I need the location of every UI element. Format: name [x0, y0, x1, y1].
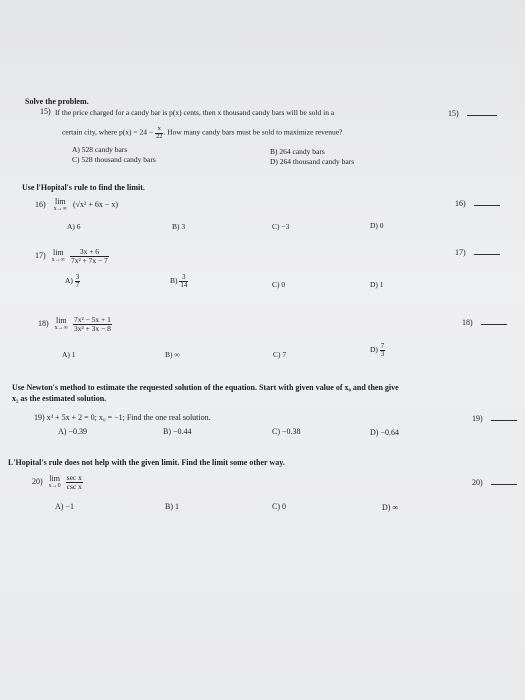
question-15-question: . How many candy bars must be sold to maximize revenue? — [163, 127, 343, 137]
fraction-denominator: 7 — [75, 281, 80, 289]
limit-subscript: x→∞ — [53, 206, 67, 212]
answer-17-blank[interactable] — [474, 254, 500, 255]
choice-15-b[interactable]: B) 264 candy bars — [270, 147, 325, 156]
question-15-text-line2 — [62, 126, 342, 140]
answer-19-blank[interactable] — [491, 420, 517, 421]
choice-15-c[interactable]: C) 528 thousand candy bars — [72, 155, 156, 164]
fraction-numerator: 7x² − 5x + 1 — [73, 315, 111, 324]
choice-fraction — [179, 274, 188, 289]
fraction-numerator: 7 — [380, 342, 385, 350]
choice-20-b[interactable]: B) 1 — [165, 502, 179, 511]
limit-operator: lim — [54, 197, 66, 206]
fraction-denominator: 3x² + 3x − 8 — [73, 323, 111, 333]
answer-15-label — [448, 109, 497, 118]
fraction-denominator: 7x² + 7x − 7 — [70, 255, 108, 265]
answer-20-blank[interactable] — [491, 484, 517, 485]
fraction-numerator: 3 — [179, 274, 188, 282]
question-16-limit — [54, 198, 67, 212]
answer-18-label — [462, 318, 507, 327]
choice-18-d[interactable] — [370, 343, 385, 358]
answer-19-label — [472, 414, 517, 423]
question-17-number: 17) — [35, 250, 46, 260]
choice-17-a[interactable] — [65, 274, 80, 289]
choice-16-d[interactable]: D) 0 — [370, 221, 384, 230]
answer-19-number: 19) — [472, 414, 483, 423]
answer-18-number: 18) — [462, 318, 473, 327]
question-20-number: 20) — [32, 476, 43, 486]
choice-fraction — [75, 274, 81, 289]
fraction-numerator: 3 — [75, 273, 80, 281]
choice-label: A) — [65, 276, 73, 286]
section-heading-other: L'Hopital's rule does not help with the given limit. Find the limit some other way. — [8, 458, 285, 467]
choice-18-c[interactable]: C) 7 — [273, 350, 287, 359]
choice-19-c[interactable]: C) −0.38 — [272, 427, 301, 436]
choice-15-a[interactable]: A) 528 candy bars — [72, 145, 128, 154]
question-17-fraction — [70, 248, 109, 264]
question-18-number: 18) — [38, 318, 49, 328]
question-17 — [35, 248, 109, 264]
answer-17-number: 17) — [455, 248, 466, 257]
choice-19-b[interactable]: B) −0.44 — [163, 427, 192, 436]
choice-19-a[interactable]: A) −0.39 — [58, 427, 87, 436]
answer-18-blank[interactable] — [481, 324, 507, 325]
question-18 — [38, 316, 112, 332]
choice-label: D) — [370, 345, 378, 355]
choice-20-d[interactable]: D) ∞ — [382, 503, 399, 512]
choice-17-b[interactable] — [170, 274, 188, 289]
limit-subscript: x→∞ — [54, 325, 68, 331]
question-16-number: 16) — [35, 199, 46, 209]
choice-16-b[interactable]: B) 3 — [172, 222, 186, 231]
fraction-numerator: 3x + 6 — [70, 248, 109, 257]
choice-label: B) — [170, 276, 178, 286]
question-17-limit — [52, 249, 65, 263]
limit-operator: lim — [55, 316, 67, 325]
answer-16-blank[interactable] — [474, 205, 500, 206]
fraction-denominator: 3 — [380, 350, 385, 358]
question-20-fraction — [66, 474, 83, 490]
answer-15-blank[interactable] — [467, 115, 497, 116]
answer-15-number: 15) — [448, 109, 459, 118]
limit-subscript: x→∞ — [51, 257, 65, 263]
question-18-fraction — [73, 316, 112, 332]
choice-fraction — [380, 343, 386, 358]
fraction-denominator: 14 — [180, 281, 188, 289]
choice-19-d[interactable]: D) −0.64 — [370, 428, 399, 437]
choice-18-b[interactable]: B) ∞ — [165, 350, 180, 359]
question-20 — [32, 474, 83, 490]
choice-20-c[interactable]: C) 0 — [272, 502, 286, 511]
choice-16-a[interactable]: A) 6 — [67, 222, 81, 231]
answer-16-label — [455, 199, 500, 208]
choice-18-a[interactable]: A) 1 — [62, 350, 76, 359]
limit-operator: lim — [52, 248, 64, 257]
fraction-denominator: csc x — [66, 481, 82, 491]
fraction-numerator: sec x — [66, 473, 82, 482]
question-20-limit — [49, 475, 61, 489]
choice-17-c[interactable]: C) 0 — [272, 280, 286, 289]
answer-20-label — [472, 478, 517, 487]
question-19-text: x³ + 5x + 2 = 0; x₀ = −1; Find the one real solution. — [46, 413, 211, 422]
choice-15-d[interactable]: D) 264 thousand candy bars — [270, 157, 355, 166]
section-heading-newton: Use Newton's method to estimate the requested solution of the equation. Start with given value of x₀ and then give — [12, 383, 399, 392]
question-15-text: If the price charged for a candy bar is p(x) cents, then x thousand candy bars will be sold in a — [55, 108, 335, 117]
question-15-price-function: certain city, where p(x) = 24 − — [62, 127, 154, 137]
choice-16-c[interactable]: C) −3 — [272, 222, 290, 231]
question-16-expression: (√x² + 6x − x) — [72, 199, 119, 209]
section-heading-newton-line2: x₂ as the estimated solution. — [12, 394, 107, 403]
question-15-number: 15) — [40, 107, 51, 116]
fraction-numerator: x — [155, 126, 164, 134]
question-19-number: 19) — [34, 413, 45, 422]
choice-20-a[interactable]: A) −1 — [55, 502, 74, 511]
section-heading-lhopital: Use l'Hopital's rule to find the limit. — [22, 183, 145, 192]
fraction-denominator: 22 — [155, 132, 163, 140]
answer-17-label — [455, 248, 500, 257]
question-18-limit — [55, 317, 68, 331]
section-heading-solve: Solve the problem. — [25, 97, 89, 106]
choice-17-d[interactable]: D) 1 — [370, 280, 384, 289]
limit-operator: lim — [49, 474, 60, 483]
answer-16-number: 16) — [455, 199, 466, 208]
limit-subscript: x→0 — [48, 483, 61, 489]
question-16 — [35, 198, 118, 212]
answer-20-number: 20) — [472, 478, 483, 487]
question-19 — [34, 413, 211, 422]
